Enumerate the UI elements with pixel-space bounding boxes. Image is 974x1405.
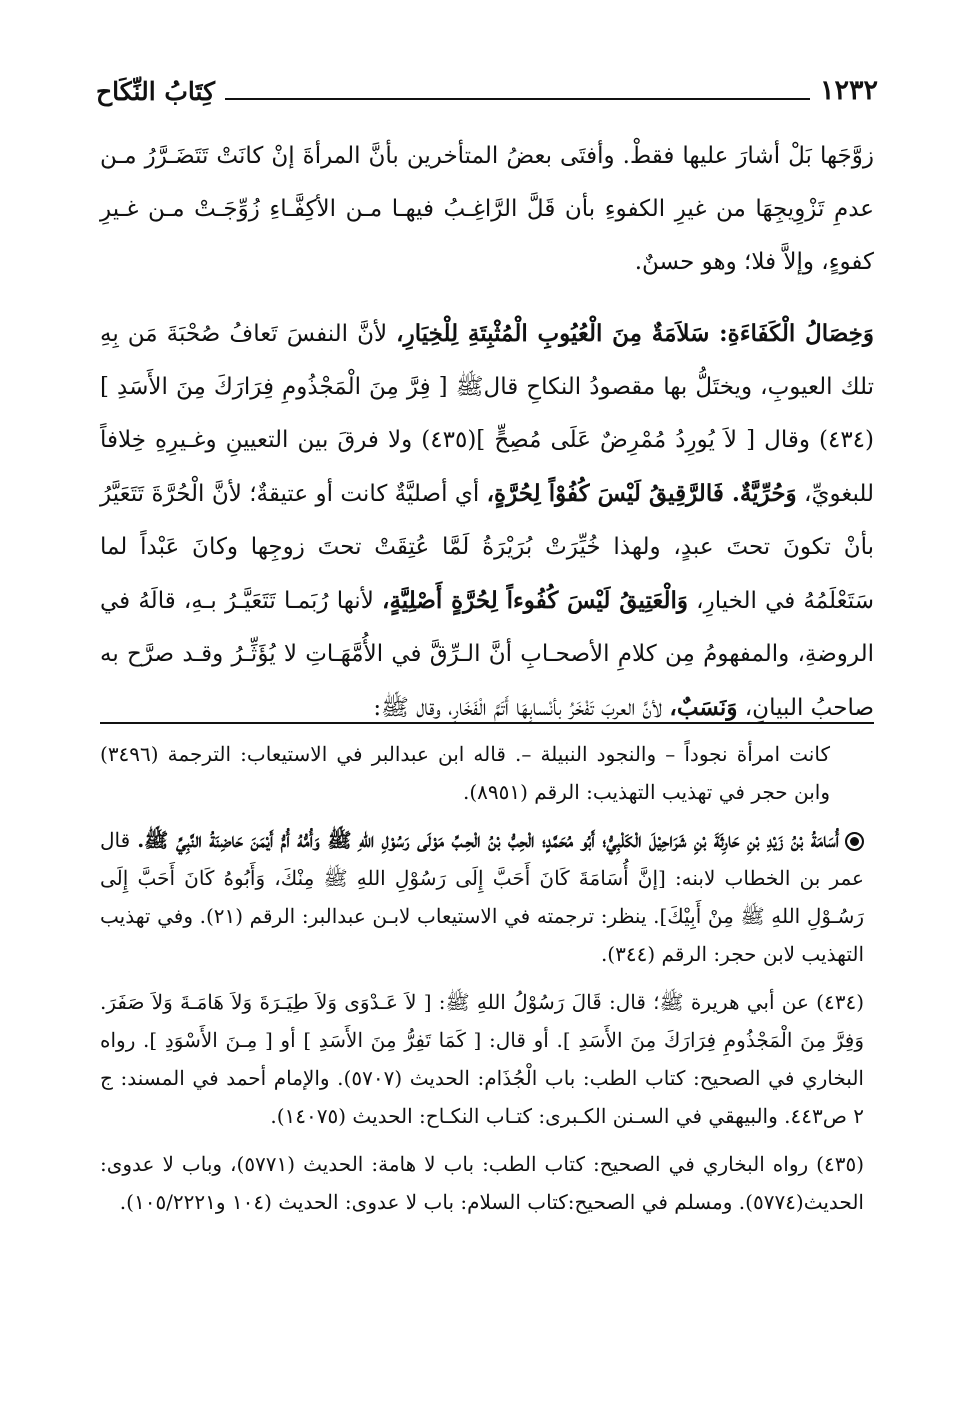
page-header xyxy=(96,66,878,110)
footnote-divider xyxy=(100,722,874,724)
footnote-biography xyxy=(100,821,864,973)
footnote-434: (٤٣٤) عن أبي هريرة ﷺ؛ قال: قَالَ رَسُوْلُ اللهِ ﷺ: [ لاَ عَـدْوَى وَلاَ طِيَـرَةَ وَلاَ هَامَـةَ وَلاَ صَفَرَ. وَفِرَّ مِنَ الْمَجْذُومِ فِرَارَكَ مِنَ الأَسَدِ ]. أو قال: [ كَمَا تَفِرُّ مِنَ الأَسَدِ ] أو [ مِـنَ الأَسْوَدِ ]. رواه البخاري في الصحيح: كتاب الطب: باب الْجُذَام: الحديث (٥٧٠٧). والإمام أحمد في المسند: ج ٢ ص٤٤٣. والبيهقي في السـنن الكـبرى: كتـاب النكـاح: الحديث (١٤٠٧٥). xyxy=(100,990,864,1128)
main-text xyxy=(100,130,874,735)
biography-text: قال عمر بن الخطاب لابنه: [إنَّ أُسَامَةَ كَانَ أَحَبَّ إِلَى رَسُوْلِ اللهِ ﷺ مِنْكَ، وَأَبُوهُ كَانَ أَحَبَّ إِلَى رَسُـوْلِ اللهِ ﷺ مِنْ أَبِيْكَ]. ينظر: ترجمته في الاستيعاب لابـن عبدالبر: الرقم (٢١). وفي تهذيب التهذيب لابن حجر: الرقم (٣٤٤). xyxy=(100,828,864,966)
freedom-rule: وَحُرِّيَّةٌ. فَالرَّقِيقُ لَيْسَ كُفُوْاً لِحُرَّةٍ، xyxy=(486,480,797,507)
lineage-rule: وَنَسَبٌ، xyxy=(669,694,738,721)
biography-name: أُسَامَةُ بْنُ زَيْدِ بْنِ حَارِثَةَ بْنِ شَرَاحِيْلَ الْكَلْبِيُّ؛ أَبُو مُحَمَّدٍ؛ الْحِبُّ بْنُ الْحِـبِّ مَوْلَى رَسُوْلِ اللهِ ﷺ وَأُمُّهُ أُمُّ أَيْمَنَ حَاضِنَةُ النَّبِيِّ ﷺ. xyxy=(137,828,839,852)
paragraph-2-text-3: لأنها رُبَمـا تَتَعَيَّـرُ بـهِ، قالَهُ في الروضةِ، والمفهومُ مِن كلامِ الأصحـابِ أنَّ الـرِّقَّ في الأُمَّهَـاتِ لا يُؤَثِّـرُ وقـد صرَّح به صاحبُ البيانِ، xyxy=(100,588,874,721)
kafaah-heading: وَخِصَالُ الْكَفَاءَةِ: سَلاَمَةٌ مِنَ الْعُيُوبِ الْمُثْبِتَةِ لِلْخِيَارِ، xyxy=(396,320,874,347)
freed-slave-rule: وَالْعَتِيقُ لَيْسَ كُفُوءاً لِحُرَّةٍ أَصْلِيَّةٍ، xyxy=(382,587,688,614)
paragraph-2-text-1: لأنَّ النفسَ تَعافُ صُحْبَةَ مَن بِهِ تلك العيوبِ، ويختَلُّ بها مقصودُ النكاحِ قالﷺ [ فِرَّ مِنَ الْمَجْذُومِ فِرَارَكَ مِنَ الأَسَدِ ](٤٣٤) وقال [ لاَ يُورِدُ مُمْرِضٌ عَلَى مُصِحٍّ ](٤٣٥) ولا فرقَ بين التعيينِ وغـيرِهِ خِلافاً للبغويِّ، xyxy=(100,321,875,507)
paragraph-2-text-4: لأنَّ العربَ تَفْخَرُ بأنْسابِهَا أَتَمَّ الْفَخَارِ، وقال ﷺ: xyxy=(373,695,670,721)
footnote-435: (٤٣٥) رواه البخاري في الصحيح: كتاب الطب: باب لا هامة: الحديث (٥٧٧١)، وباب لا عدوى: الحديث(٥٧٧٤). ومسلم في الصحيح:كتاب السلام: باب لا عدوى: الحديث (١٠٤ و١٠٥/٢٢٢١). xyxy=(100,1152,865,1214)
page-number: ١٢٣٢ xyxy=(819,75,878,106)
bullet-icon xyxy=(845,832,864,851)
running-title: كِتَابُ النِّكَاح xyxy=(96,77,215,106)
footnote-continuation: كانت امرأة نجوداً – والنجود النبيلة –. قاله ابن عبدالبر في الاستيعاب: الترجمة (٣٤٩٦) وابن حجر في تهذيب التهذيب: الرقم (٨٩٥١). xyxy=(100,742,830,804)
paragraph-2 xyxy=(100,307,874,735)
header-rule xyxy=(225,98,810,100)
paragraph-2-text-2: أي أصليَّةٌ كانت أو عتيقةٌ؛ لأنَّ الْحُرَّةَ تَتَعَيَّرُ بأنْ تكونَ تحتَ عبدٍ، ولهذا خُيِّرَتْ بُرَيْرَةُ لَمَّا عُتِقَتْ تحتَ زوجِها وكانَ عَبْداً لما سَتَعْلَمُهُ في الخيارِ، xyxy=(100,481,874,614)
footnotes xyxy=(100,735,864,1221)
paragraph-1: زوَّجَها بَلْ أشارَ عليها فقطْ. وأفتَى بعضُ المتأخرين بأنَّ المرأةَ إنْ كانَتْ تَتَضَـرَّرُ مـن عدمِ تَزْوِيجِهَا من غيرِ الكفوءِ بأن قَلَّ الرَّاغِـبُ فيهـا مـن الأكِفَّـاءِ زُوِّجَـتْ مـن غـيرِ كفوءٍ، وإلاَّ فلا؛ وهو حسنٌ. xyxy=(100,143,874,275)
